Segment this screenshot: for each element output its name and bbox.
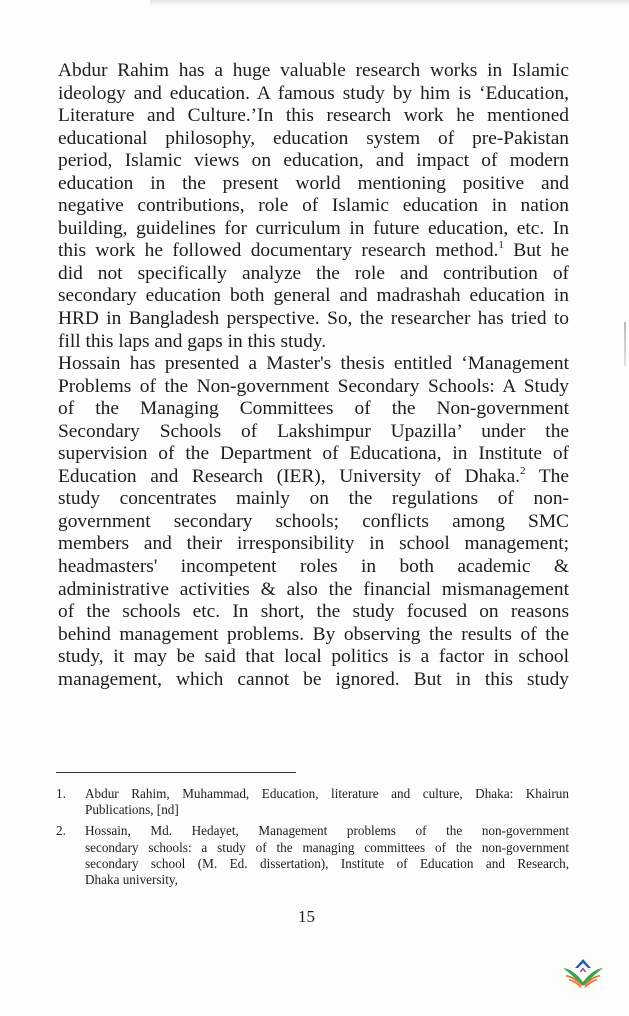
footnote-line: Abdur Rahim, Muhammad, Education, literature and culture, Dhaka: Khairun	[85, 786, 569, 801]
text-line: HRD in Bangladesh perspective. So, the researcher has tried to	[58, 308, 569, 330]
text-line: members and their irresponsibility in school management;	[58, 533, 569, 555]
footnote-line: Hossain, Md. Hedayet, Management problems of the non-government	[85, 823, 569, 839]
page-edge-mark	[624, 322, 626, 366]
footnote-separator	[56, 772, 296, 773]
text-line: Problems of the Non-government Secondary Schools: A Study	[58, 375, 569, 397]
text-line: study, it may be said that local politics is a factor in school	[58, 646, 569, 668]
text-segment: The	[525, 465, 569, 487]
text-line: supervision of the Department of Educationa, in Institute of	[58, 443, 569, 465]
footnote-text	[85, 786, 569, 818]
footnote-line: Dhaka university,	[85, 872, 178, 888]
text-line-with-footnote-ref	[58, 466, 569, 489]
text-line: Literature and Culture.’In this research work he mentioned	[58, 105, 569, 127]
text-line: of the schools etc. In short, the study focused on reasons	[58, 601, 569, 623]
footnote-ref-1[interactable]: 1	[498, 239, 504, 252]
text-line: of the Managing Committees of the Non-government	[58, 398, 569, 420]
page-top-shadow	[150, 0, 629, 6]
footnote-line: Publications, [nd]	[85, 802, 179, 818]
text-line: building, guidelines for curriculum in future education, etc. In	[58, 217, 569, 239]
text-line: Secondary Schools of Lakshimpur Upazilla’ under the	[58, 420, 569, 442]
text-line: period, Islamic views on education, and impact of modern	[58, 150, 569, 172]
footnote-text	[85, 823, 569, 888]
footnote-line: secondary schools: a study of the managing committees of the non-government	[85, 839, 569, 855]
footnote-line: secondary school (M. Ed. dissertation), Institute of Education and Research,	[85, 855, 569, 871]
footnote-1	[56, 786, 569, 818]
page-number: 15	[298, 907, 315, 926]
footnotes	[56, 786, 569, 893]
footnote-number: 2.	[56, 823, 66, 839]
text-segment: Education and Research (IER), University of Dhaka.	[58, 465, 521, 487]
text-line: administrative activities & also the financial mismanagement	[58, 578, 569, 600]
text-segment: But he	[503, 240, 570, 262]
text-line: Hossain has presented a Master's thesis entitled ‘Management	[58, 353, 569, 375]
text-line: management, which cannot be ignored. But in this study	[58, 668, 569, 690]
footnote-2	[56, 823, 569, 888]
text-line: educational philosophy, education system of pre-Pakistan	[58, 127, 569, 149]
text-line: negative contributions, role of Islamic education in nation	[58, 195, 569, 217]
text-line: did not specifically analyze the role and contribution of	[58, 262, 569, 284]
text-line: government secondary schools; conflicts among SMC	[58, 510, 569, 532]
body-text	[58, 60, 569, 691]
text-line: secondary education both general and madrashah education in	[58, 285, 569, 307]
footnote-ref-2[interactable]: 2	[520, 464, 526, 477]
footnote-number: 1.	[56, 786, 66, 801]
text-line: education in the present world mentioning positive and	[58, 172, 569, 194]
text-line: study concentrates mainly on the regulations of non-	[58, 488, 569, 510]
text-line: behind management problems. By observing the results of the	[58, 623, 569, 645]
text-line: fill this laps and gaps in this study.	[58, 330, 327, 352]
text-segment: this work he followed documentary research method.	[58, 240, 499, 262]
text-line: headmasters' incompetent roles in both academic &	[58, 556, 569, 578]
text-line-with-footnote-ref	[58, 240, 569, 263]
text-line: Abdur Rahim has a huge valuable research works in Islamic	[58, 60, 569, 81]
text-line: ideology and education. A famous study by him is ‘Education,	[58, 82, 569, 104]
open-book-logo-icon	[561, 955, 605, 991]
